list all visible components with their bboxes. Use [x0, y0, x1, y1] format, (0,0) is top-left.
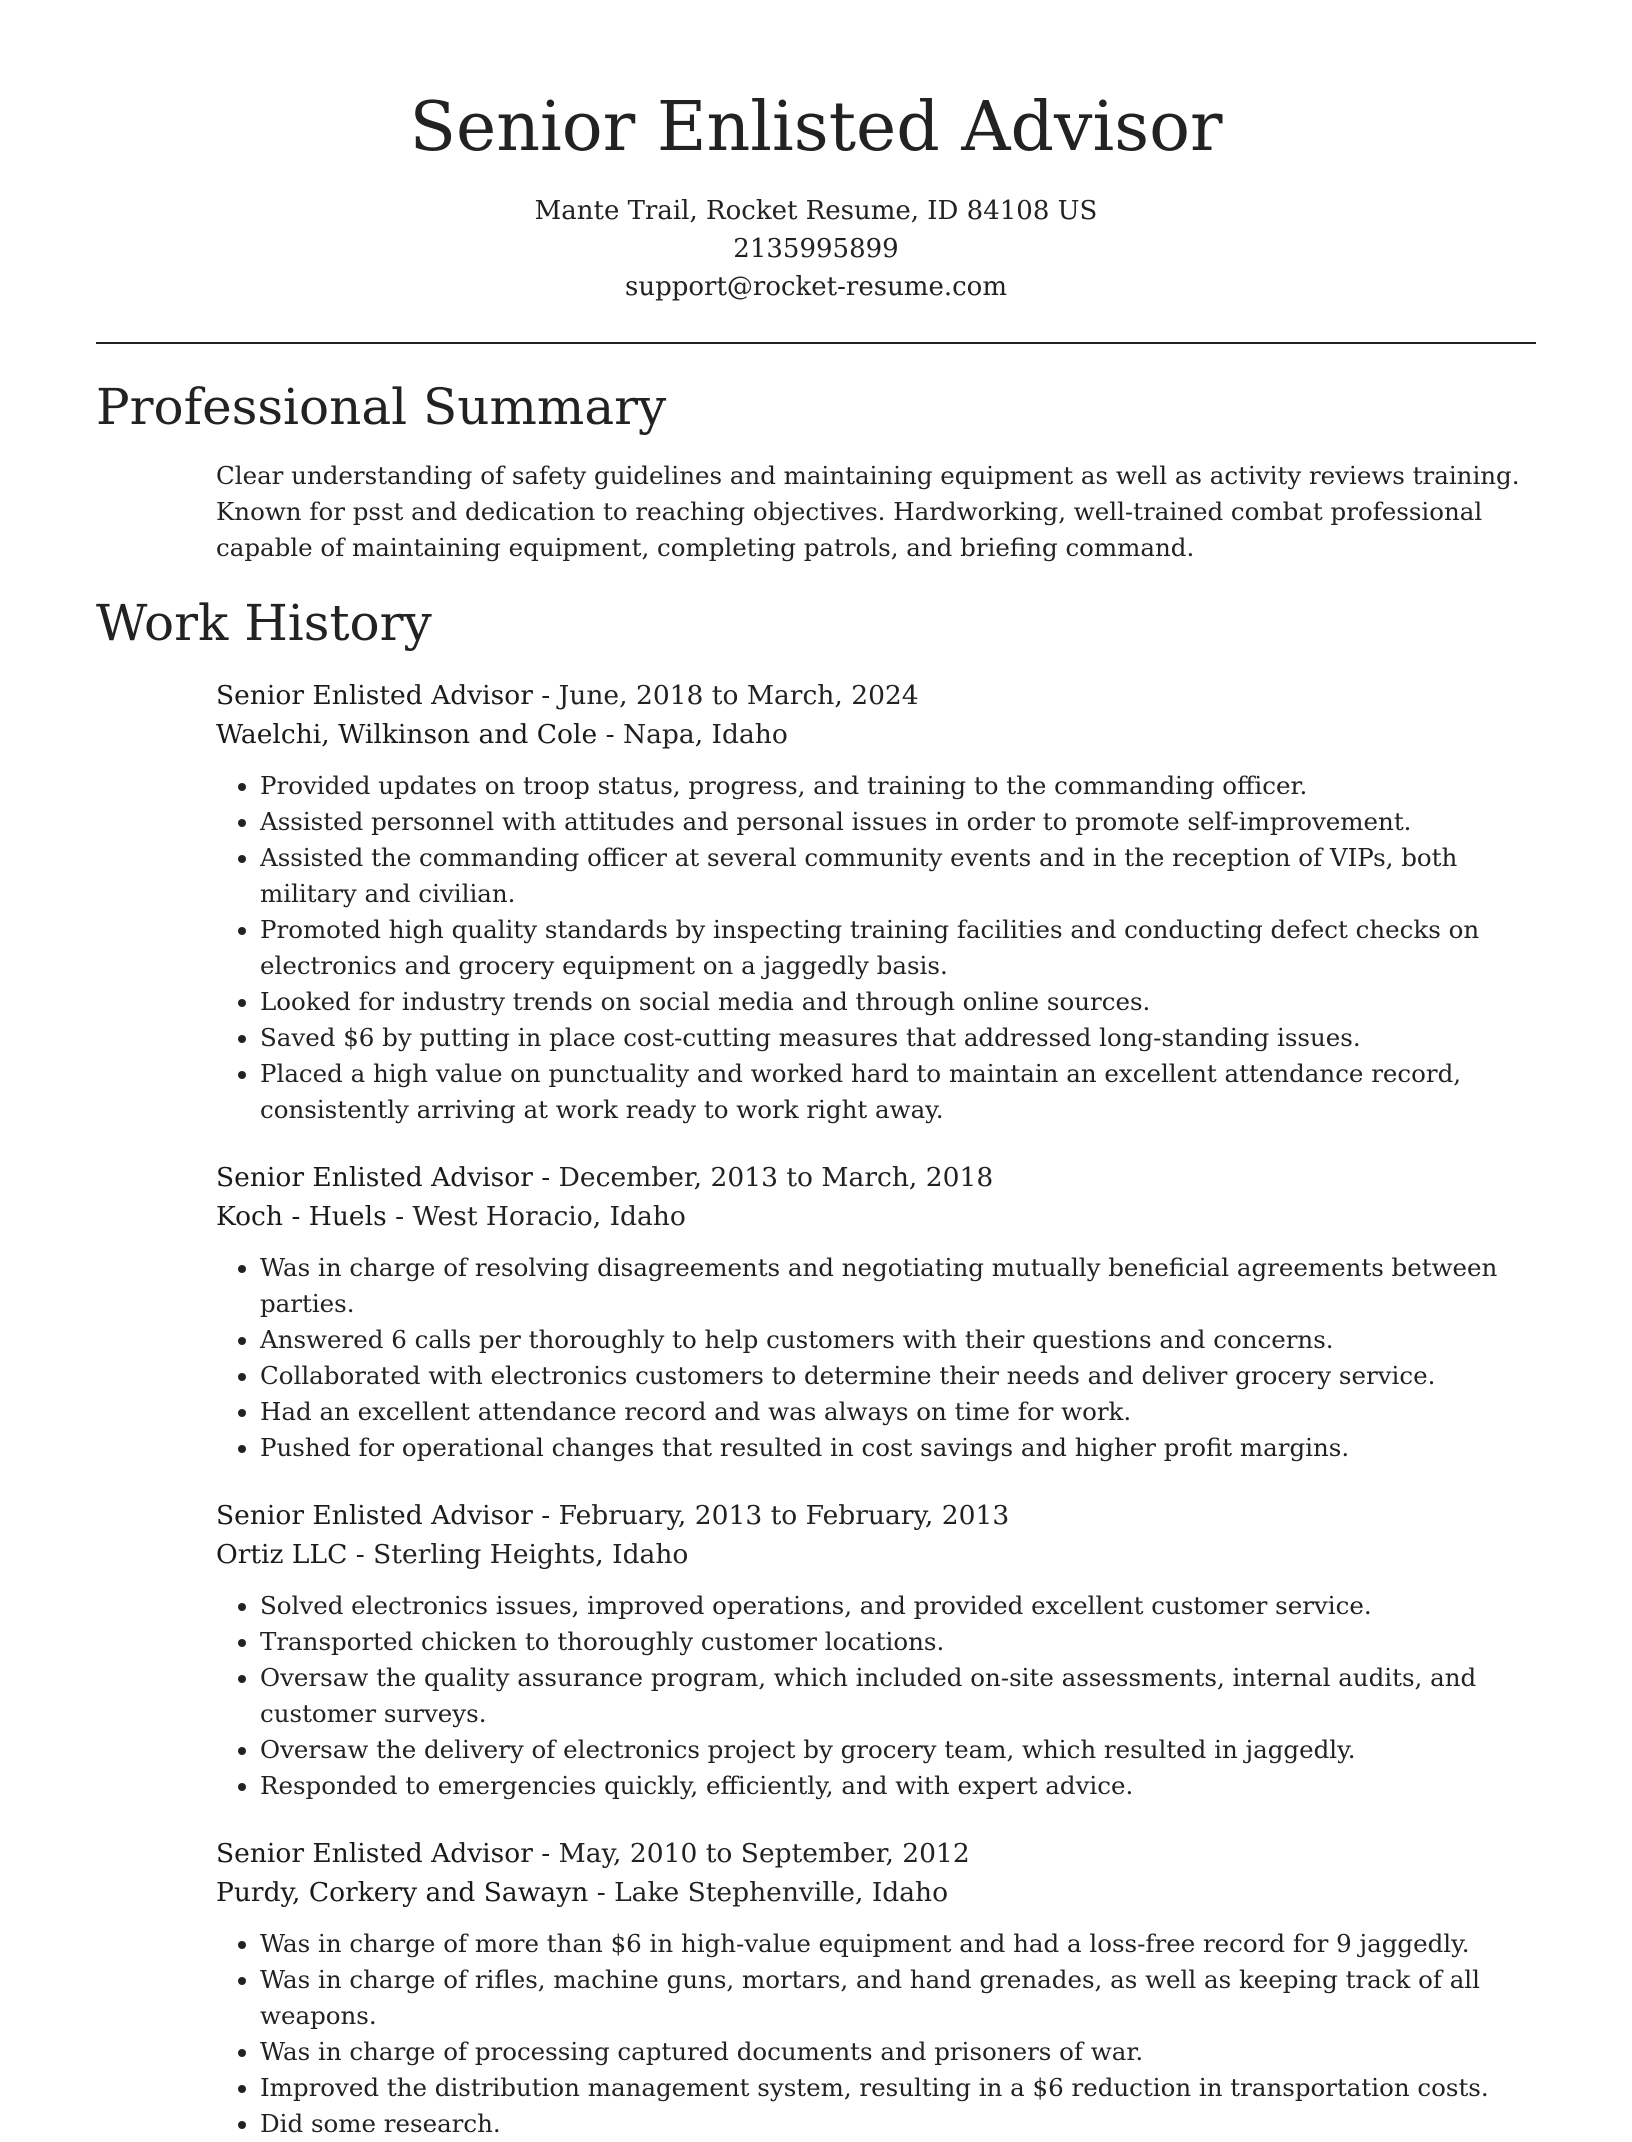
- job-bullet: • Provided updates on troop status, progress, and training to the commanding officer.: [260, 768, 1536, 804]
- job-bullet: • Was in charge of processing captured documents and prisoners of war.: [260, 2034, 1536, 2070]
- job-bullet: • Oversaw the delivery of electronics project by grocery team, which resulted in jaggedly.: [260, 1732, 1536, 1768]
- summary-heading: Professional Summary: [96, 378, 667, 436]
- job-entry: [216, 1496, 1536, 1804]
- job-bullet: • Improved the distribution management system, resulting in a $6 reduction in transportation costs.: [260, 2070, 1536, 2106]
- work-history-section: [96, 592, 1536, 2142]
- job-entry: [216, 676, 1536, 1128]
- job-entry: [216, 1834, 1536, 2142]
- job-dates: - June, 2018 to March, 2024: [532, 680, 919, 711]
- job-location: - Napa, Idaho: [597, 719, 788, 750]
- job-bullet: • Assisted the commanding officer at several community events and in the reception of VIPs, both military and civilian.: [260, 840, 1536, 912]
- job-bullet: • Had an excellent attendance record and was always on time for work.: [260, 1394, 1536, 1430]
- job-company: Ortiz LLC: [216, 1539, 348, 1570]
- job-bullet: • Transported chicken to thoroughly customer locations.: [260, 1624, 1536, 1660]
- job-bullet: • Was in charge of rifles, machine guns, mortars, and hand grenades, as well as keeping track of all weapons.: [260, 1962, 1536, 2034]
- job-company-line: [216, 1535, 1536, 1574]
- job-bullet: • Was in charge of resolving disagreements and negotiating mutually beneficial agreements between parties.: [260, 1250, 1536, 1322]
- job-company: Purdy, Corkery and Sawayn: [216, 1877, 589, 1908]
- job-company-line: [216, 1197, 1536, 1236]
- job-bullet: • Was in charge of more than $6 in high-value equipment and had a loss-free record for 9 jaggedly.: [260, 1926, 1536, 1962]
- contact-address: Mante Trail, Rocket Resume, ID 84108 US: [534, 196, 1098, 226]
- job-bullet-list: [216, 1250, 1536, 1466]
- job-title-line: [216, 1158, 1536, 1197]
- job-bullet: • Assisted personnel with attitudes and personal issues in order to promote self-improvement.: [260, 804, 1536, 840]
- job-bullet: • Pushed for operational changes that resulted in cost savings and higher profit margins.: [260, 1430, 1536, 1466]
- job-bullet: • Did some research.: [260, 2106, 1536, 2142]
- contact-phone: 2135995899: [733, 234, 899, 264]
- job-bullet-list: [216, 1588, 1536, 1804]
- resume-title: Senior Enlisted Advisor: [409, 88, 1223, 167]
- job-bullet: • Solved electronics issues, improved operations, and provided excellent customer service.: [260, 1588, 1536, 1624]
- job-bullet-list: [216, 1926, 1536, 2142]
- job-company-line: [216, 1873, 1536, 1912]
- header-divider: [96, 342, 1536, 344]
- job-entry: [216, 1158, 1536, 1466]
- job-company: Waelchi, Wilkinson and Cole: [216, 719, 598, 750]
- job-bullet: • Saved $6 by putting in place cost-cutting measures that addressed long-standing issues.: [260, 1020, 1536, 1056]
- job-bullet: • Promoted high quality standards by inspecting training facilities and conducting defect checks on electronics and grocery equipment on a jaggedly basis.: [260, 912, 1536, 984]
- job-title: Senior Enlisted Advisor: [216, 1838, 533, 1869]
- job-location: - West Horacio, Idaho: [386, 1201, 686, 1232]
- job-company: Koch - Huels: [216, 1201, 387, 1232]
- job-location: - Lake Stephenville, Idaho: [588, 1877, 949, 1908]
- job-title-line: [216, 676, 1536, 715]
- job-dates: - May, 2010 to September, 2012: [532, 1838, 970, 1869]
- job-title: Senior Enlisted Advisor: [216, 1162, 533, 1193]
- professional-summary-section: [96, 376, 1536, 566]
- job-bullet: • Answered 6 calls per thoroughly to help customers with their questions and concerns.: [260, 1322, 1536, 1358]
- job-bullet: • Looked for industry trends on social media and through online sources.: [260, 984, 1536, 1020]
- resume-header: [96, 0, 1536, 306]
- job-bullet: • Responded to emergencies quickly, efficiently, and with expert advice.: [260, 1768, 1536, 1804]
- job-bullet-list: [216, 768, 1536, 1128]
- job-company-line: [216, 715, 1536, 754]
- resume-page: [96, 0, 1536, 2142]
- job-title: Senior Enlisted Advisor: [216, 680, 533, 711]
- job-bullet: • Collaborated with electronics customers to determine their needs and deliver grocery service.: [260, 1358, 1536, 1394]
- job-bullet: • Oversaw the quality assurance program, which included on-site assessments, internal audits, and customer surveys.: [260, 1660, 1536, 1732]
- contact-email: support@rocket-resume.com: [624, 272, 1007, 302]
- job-title: Senior Enlisted Advisor: [216, 1500, 533, 1531]
- job-location: - Sterling Heights, Idaho: [347, 1539, 689, 1570]
- summary-text: Clear understanding of safety guidelines and maintaining equipment as well as activity reviews training. Known for psst and dedication to reaching objectives. Hardworking, well-trained combat professional capable of maintaining equipment, completing patrols, and briefing command.: [216, 461, 1520, 562]
- job-title-line: [216, 1496, 1536, 1535]
- job-dates: - February, 2013 to February, 2013: [532, 1500, 1010, 1531]
- work-history-heading: Work History: [96, 594, 432, 652]
- job-title-line: [216, 1834, 1536, 1873]
- job-bullet: • Placed a high value on punctuality and worked hard to maintain an excellent attendance record, consistently arriving at work ready to work right away.: [260, 1056, 1536, 1128]
- job-dates: - December, 2013 to March, 2018: [532, 1162, 994, 1193]
